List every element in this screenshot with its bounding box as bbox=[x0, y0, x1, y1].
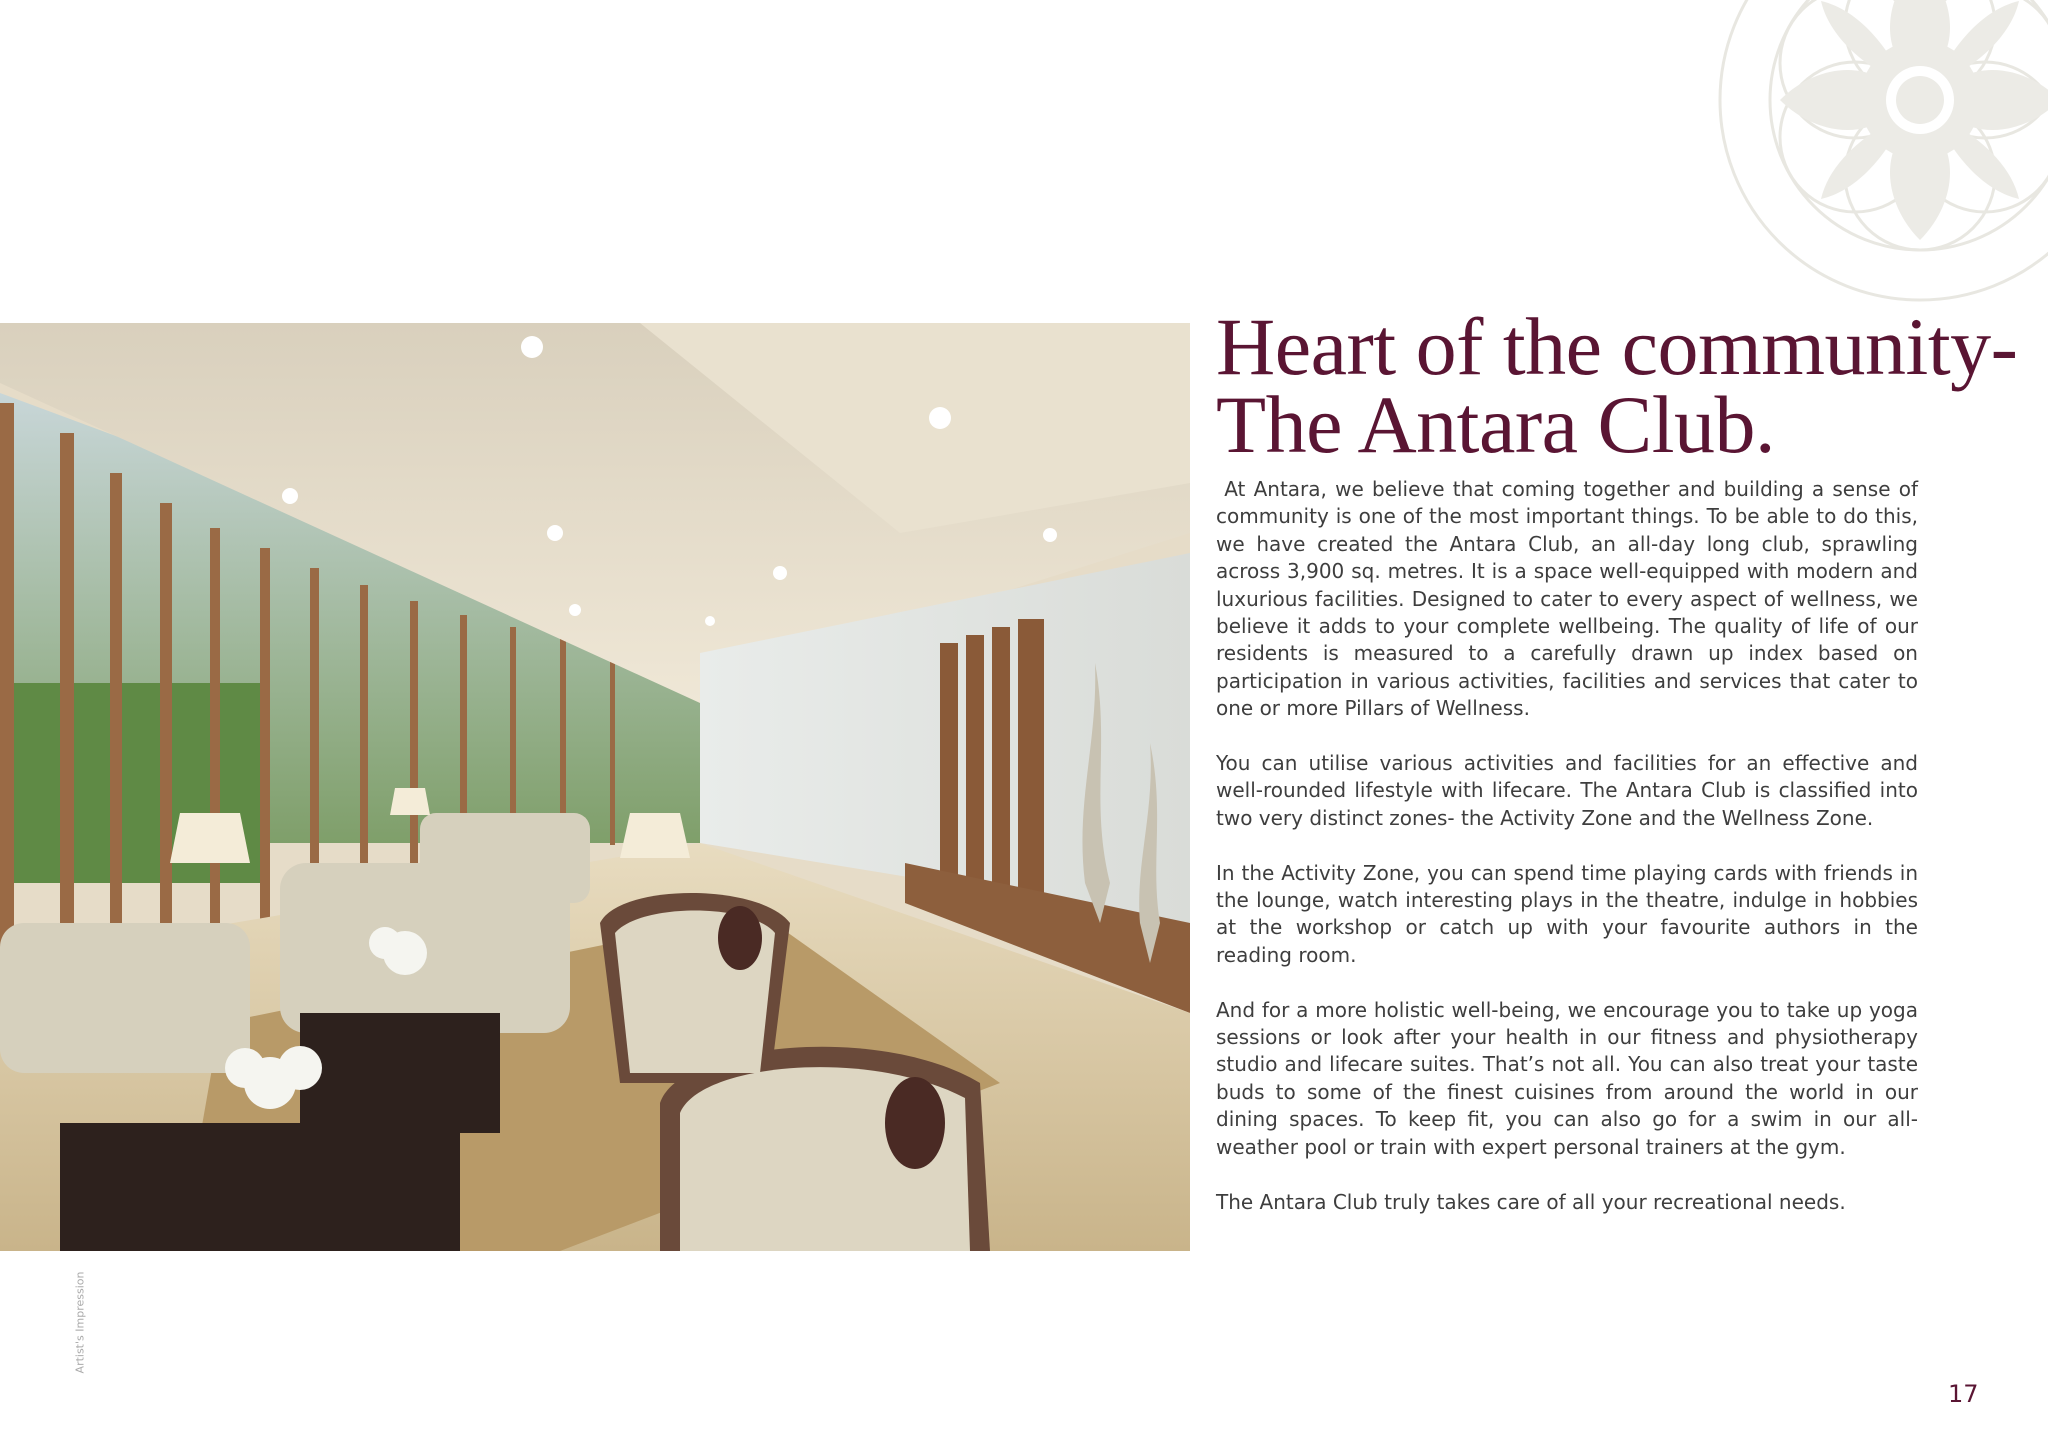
paragraph: At Antara, we believe that coming together and building a sense of community is one of the most important things. To be able to do this, we have created the Antara Club, an all-day long club, sprawling across 3,900 sq. metres. It is a space well-equipped with modern and luxurious facilities. Designed to cater to every aspect of wellness, we believe it adds to your complete wellbeing. The quality of life of our residents is measured to a carefully drawn up index based on participation in various activities, facilities and services that cater to one or more Pillars of Wellness. bbox=[1216, 477, 1925, 721]
title-line-1: Heart of the community- bbox=[1216, 301, 2018, 392]
club-lounge-photo bbox=[0, 323, 1190, 1251]
title-line-2: The Antara Club. bbox=[1216, 379, 1776, 470]
paragraph: And for a more holistic well-being, we encourage you to take up yoga sessions or look after your health in our fitness and physiotherapy studio and lifecare suites. That’s not all. You can also treat your taste buds to some of the finest cuisines from around the world in our dining spaces. To keep fit, you can also go for a swim in our all-weather pool or train with expert personal trainers at the gym. bbox=[1216, 997, 1918, 1159]
paragraph: In the Activity Zone, you can spend time playing cards with friends in the lounge, watch interesting plays in the theatre, indulge in hobbies at the workshop or catch up with your favourite authors in the reading room. bbox=[1216, 860, 1918, 967]
paragraph: You can utilise various activities and facilities for an effective and well-rounded lifestyle with lifecare. The Antara Club is classified into two very distinct zones- the Activity Zone and the Wellness Zone. bbox=[1216, 751, 1918, 830]
article-column bbox=[1216, 301, 2018, 1216]
body-text bbox=[1216, 476, 1925, 1216]
page-number: 17 bbox=[1948, 1380, 1979, 1408]
rosette-ornament-icon bbox=[1700, 0, 2048, 320]
page-title bbox=[1216, 301, 2018, 470]
paragraph: The Antara Club truly takes care of all your recreational needs. bbox=[1216, 1189, 1846, 1214]
artist-impression-caption: Artist's Impression bbox=[73, 1271, 87, 1374]
